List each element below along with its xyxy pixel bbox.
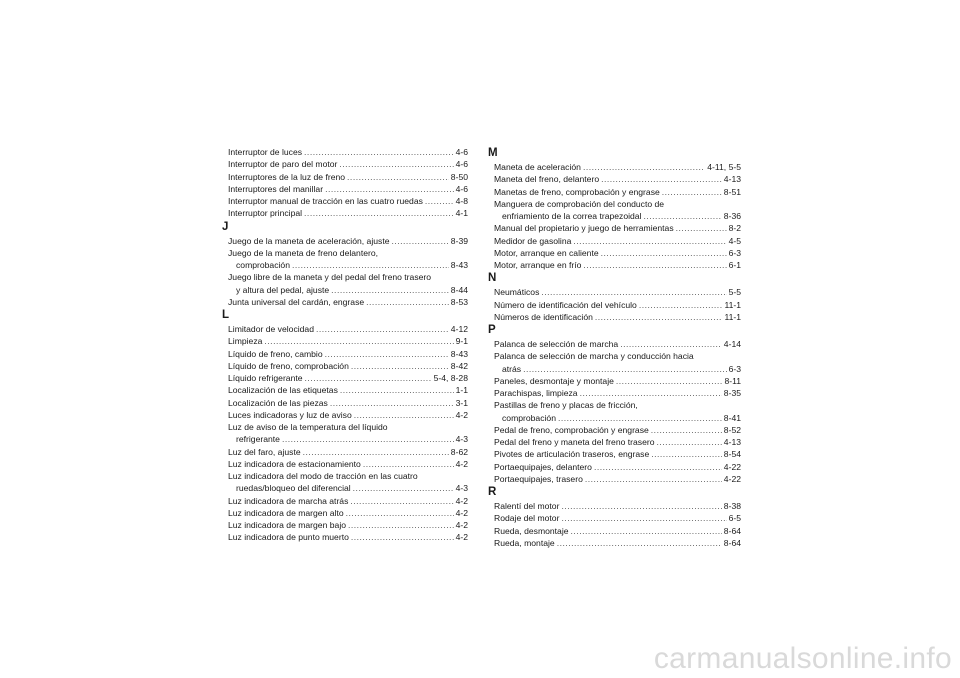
page-ref: 4-11, 5-5	[707, 162, 741, 172]
index-entry	[228, 409, 468, 421]
entry-text: atrás	[502, 363, 522, 374]
page-ref: 1-1	[455, 385, 468, 396]
entry-text: Juego de la maneta de aceleración, ajuste	[228, 235, 390, 246]
index-column-right	[488, 146, 741, 549]
dot-leader	[304, 146, 454, 158]
entry-line	[228, 323, 468, 335]
entry-line	[494, 186, 741, 198]
page-ref: 8-50	[450, 171, 468, 182]
page-ref: 8-2	[728, 223, 741, 234]
dot-leader	[325, 183, 454, 195]
entry-line	[228, 284, 468, 296]
page-ref: 5-5	[728, 287, 741, 298]
entry-line	[228, 183, 468, 195]
index-entry	[494, 387, 741, 399]
index-entry	[494, 173, 741, 185]
entry-text: Pedal de freno, comprobación y engrase	[494, 424, 649, 435]
entry-text: ruedas/bloqueo del diferencial	[236, 483, 351, 494]
entry-text: Manual del propietario y juego de herramientas	[494, 223, 674, 234]
index-entry	[494, 473, 741, 485]
entry-text: Manetas de freno, comprobación y engrase	[494, 186, 660, 197]
page-ref: 8-62	[450, 446, 468, 457]
index-entry	[494, 512, 741, 524]
dot-leader	[264, 335, 453, 347]
entry-text: Motor, arranque en frío	[494, 260, 582, 270]
entry-text: Líquido de freno, comprobación	[228, 360, 349, 371]
page-ref: 8-53	[450, 296, 468, 307]
entry-text: Ralentí del motor	[494, 501, 560, 511]
page-ref: 3-1	[455, 397, 468, 408]
entry-line	[228, 360, 468, 372]
page-ref: 4-3	[455, 483, 468, 494]
entry-text: Junta universal del cardán, engrase	[228, 296, 365, 307]
entry-line	[494, 512, 741, 524]
entry-text: Localización de las piezas	[228, 397, 328, 408]
index-entry	[494, 424, 741, 436]
page-ref: 8-64	[723, 525, 741, 536]
dot-leader	[292, 259, 449, 271]
entry-line	[228, 207, 468, 219]
entry-line	[494, 436, 741, 448]
entry-line	[494, 363, 741, 375]
dot-leader	[363, 458, 454, 470]
index-entry	[494, 448, 741, 460]
entry-line	[494, 173, 741, 185]
entry-line	[228, 335, 468, 347]
page-ref: 4-13	[723, 174, 741, 185]
entry-line	[494, 375, 741, 387]
index-entry	[228, 247, 468, 272]
entry-line	[494, 387, 741, 399]
index-entry	[494, 399, 741, 424]
entry-line	[494, 473, 741, 485]
entry-text: Limpieza	[228, 336, 263, 347]
entry-line	[494, 235, 741, 247]
index-entry	[494, 500, 741, 512]
index-entry	[228, 271, 468, 296]
section-letter: M	[488, 147, 498, 159]
page-ref: 8-43	[450, 348, 468, 359]
dot-leader	[353, 482, 454, 494]
page-ref: 8-41	[723, 412, 741, 423]
index-entry	[228, 335, 468, 347]
index-entry	[494, 299, 741, 311]
entry-line	[228, 433, 468, 445]
index-entry	[228, 171, 468, 183]
index-entry	[494, 247, 741, 259]
entry-line	[228, 171, 468, 183]
entry-text-line: Juego libre de la maneta y del pedal del freno trasero	[228, 272, 432, 283]
dot-leader	[585, 473, 722, 485]
entry-text-line: Manguera de comprobación del conducto de	[494, 198, 665, 209]
dot-leader	[346, 507, 454, 519]
dot-leader	[339, 158, 453, 170]
dot-leader	[571, 525, 722, 537]
entry-line	[494, 299, 741, 311]
dot-leader	[657, 436, 722, 448]
dot-leader	[601, 247, 727, 259]
entry-line	[494, 311, 741, 323]
index-entry	[494, 350, 741, 375]
page-ref: 4-1	[455, 208, 468, 219]
entry-text: Localización de las etiquetas	[228, 385, 338, 396]
index-entry	[228, 446, 468, 458]
entry-text: Interruptor manual de tracción en las cuatro ruedas	[228, 196, 423, 206]
page-ref: 4-12	[450, 324, 468, 334]
entry-text: Palanca de selección de marcha	[494, 339, 619, 349]
dot-leader	[601, 173, 722, 185]
dot-leader	[676, 222, 727, 234]
dot-leader	[350, 495, 453, 507]
entry-line	[494, 412, 741, 424]
entry-text: Líquido de freno, cambio	[228, 348, 323, 359]
index-entry	[228, 397, 468, 409]
section-letter: J	[222, 220, 229, 233]
entry-text: comprobación	[236, 260, 290, 270]
index-section	[228, 146, 468, 220]
entry-text: Maneta del freno, delantero	[494, 174, 600, 185]
entry-text: Interruptor de luces	[228, 147, 303, 157]
entry-text-line: Luz indicadora del modo de tracción en las cuatro	[228, 471, 418, 481]
index-section	[488, 146, 741, 271]
page-ref: 4-2	[455, 495, 468, 506]
dot-leader	[354, 409, 454, 421]
entry-text: Líquido refrigerante	[228, 373, 303, 383]
page-ref: 8-44	[450, 284, 468, 295]
entry-line	[228, 259, 468, 271]
index-entry	[494, 311, 741, 323]
entry-line	[494, 247, 741, 259]
entry-line	[228, 195, 468, 207]
entry-line	[228, 397, 468, 409]
entry-text: Neumáticos	[494, 287, 540, 298]
dot-leader	[366, 296, 449, 308]
index-column-left	[222, 146, 468, 544]
entry-line	[494, 161, 741, 173]
index-entry	[228, 384, 468, 396]
index-entry	[494, 436, 741, 448]
index-entry	[228, 323, 468, 335]
entry-line	[494, 424, 741, 436]
dot-leader	[523, 363, 726, 375]
index-section	[488, 323, 741, 485]
entry-text: Portaequipajes, delantero	[494, 461, 592, 472]
page-ref: 4-2	[455, 409, 468, 420]
page-ref: 11-1	[724, 299, 741, 310]
entry-text: Parachispas, limpieza	[494, 388, 578, 398]
dot-leader	[316, 323, 449, 335]
index-entry	[228, 207, 468, 219]
dot-leader	[348, 519, 454, 531]
index-entry	[494, 198, 741, 223]
page-ref: 8-43	[450, 260, 468, 270]
entry-text: Luz indicadora de margen alto	[228, 507, 344, 518]
index-entry	[228, 421, 468, 446]
entry-line	[228, 235, 468, 247]
entry-line	[228, 409, 468, 421]
index-entry	[494, 461, 741, 473]
page-ref: 11-1	[724, 311, 741, 322]
entry-text: Luz indicadora de margen bajo	[228, 520, 347, 530]
entry-line	[228, 384, 468, 396]
page-ref: 4-22	[723, 473, 741, 484]
index-entry	[494, 338, 741, 350]
entry-line	[494, 537, 741, 549]
section-letter: P	[488, 324, 496, 336]
dot-leader	[282, 433, 454, 445]
entry-text: Luz indicadora de marcha atrás	[228, 495, 349, 506]
entry-text-line: Luz de aviso de la temperatura del líquido	[228, 422, 388, 432]
entry-line	[494, 500, 741, 512]
entry-text-line: Juego de la maneta de freno delantero,	[228, 247, 379, 258]
entry-text: Luces indicadoras y luz de aviso	[228, 409, 352, 420]
entry-line	[494, 286, 741, 298]
index-entry	[494, 222, 741, 234]
dot-leader	[331, 284, 449, 296]
page-ref: 4-2	[455, 507, 468, 518]
page-ref: 8-36	[723, 211, 741, 221]
entry-text: Interruptor principal	[228, 208, 303, 219]
dot-leader	[325, 348, 449, 360]
entry-line	[228, 158, 468, 170]
entry-line	[228, 372, 468, 384]
dot-leader	[639, 299, 723, 311]
entry-text: Medidor de gasolina	[494, 235, 572, 246]
page-ref: 4-2	[455, 458, 468, 469]
entry-line	[494, 461, 741, 473]
index-entry	[228, 458, 468, 470]
page-ref: 8-51	[723, 186, 741, 197]
dot-leader	[662, 186, 722, 198]
index-entry	[494, 161, 741, 173]
index-entry	[494, 186, 741, 198]
entry-text: Número de identificación del vehículo	[494, 299, 637, 310]
index-entry	[228, 183, 468, 195]
dot-leader	[595, 311, 723, 323]
page-ref: 4-13	[723, 437, 741, 447]
dot-leader	[330, 397, 454, 409]
page-ref: 6-3	[728, 363, 741, 374]
page-ref: 6-3	[728, 247, 741, 258]
index-entry	[228, 348, 468, 360]
dot-leader	[620, 338, 722, 350]
dot-leader	[425, 195, 454, 207]
dot-leader	[351, 360, 449, 372]
section-letter: N	[488, 272, 497, 285]
entry-line	[228, 531, 468, 543]
site-watermark: carmanualsonline.info	[653, 642, 952, 675]
index-entry	[228, 195, 468, 207]
dot-leader	[541, 286, 726, 298]
page-ref: 9-1	[455, 336, 468, 347]
entry-text: Maneta de aceleración	[494, 162, 581, 172]
index-entry	[228, 360, 468, 372]
entry-text: Luz indicadora de estacionamiento	[228, 458, 361, 469]
dot-leader	[351, 531, 454, 543]
dot-leader	[594, 461, 722, 473]
section-letter: R	[488, 486, 497, 498]
page-ref: 8-38	[723, 501, 741, 511]
page-ref: 4-3	[455, 434, 468, 445]
page-ref: 8-35	[723, 388, 741, 398]
index-entry	[228, 235, 468, 247]
entry-text: Interruptores de la luz de freno	[228, 171, 346, 182]
index-entry	[228, 470, 468, 495]
dot-leader	[347, 171, 449, 183]
page-ref: 4-2	[455, 532, 468, 543]
dot-leader	[557, 537, 722, 549]
entry-text: Luz indicadora de punto muerto	[228, 532, 349, 543]
entry-line	[228, 458, 468, 470]
dot-leader	[583, 259, 726, 271]
entry-line	[228, 519, 468, 531]
entry-text: refrigerante	[236, 434, 280, 445]
entry-text: Luz del faro, ajuste	[228, 446, 301, 457]
index-entry	[228, 495, 468, 507]
page-ref: 4-6	[455, 147, 468, 157]
dot-leader	[644, 210, 722, 222]
index-entry	[228, 531, 468, 543]
page-ref: 8-52	[723, 424, 741, 435]
page-ref: 8-42	[450, 360, 468, 371]
page-ref: 4-2	[455, 520, 468, 530]
entry-line	[494, 448, 741, 460]
entry-text: enfriamiento de la correa trapezoidal	[502, 211, 642, 221]
index-section	[222, 308, 468, 544]
entry-line	[494, 222, 741, 234]
dot-leader	[651, 424, 722, 436]
entry-text: y altura del pedal, ajuste	[236, 284, 330, 295]
dot-leader	[580, 387, 722, 399]
index-entry	[494, 286, 741, 298]
index-entry	[228, 296, 468, 308]
page-ref: 6-5	[728, 513, 741, 524]
entry-text-line: Palanca de selección de marcha y conducción hacia	[494, 351, 694, 362]
index-entry	[228, 146, 468, 158]
entry-text: Pedal del freno y maneta del freno trasero	[494, 437, 655, 447]
entry-line	[228, 482, 468, 494]
dot-leader	[303, 446, 449, 458]
dot-leader	[391, 235, 448, 247]
entry-text: Rodaje del motor	[494, 513, 560, 524]
index-entry	[228, 519, 468, 531]
page-ref: 4-5	[728, 235, 741, 246]
entry-line	[228, 446, 468, 458]
dot-leader	[616, 375, 723, 387]
dot-leader	[651, 448, 722, 460]
dot-leader	[561, 512, 726, 524]
entry-text: Portaequipajes, trasero	[494, 473, 583, 484]
dot-leader	[340, 384, 454, 396]
dot-leader	[305, 372, 432, 384]
entry-text-line: Pastillas de freno y placas de fricción,	[494, 400, 638, 411]
index-entry	[228, 507, 468, 519]
entry-line	[228, 296, 468, 308]
entry-line	[228, 507, 468, 519]
entry-text: Interruptores del manillar	[228, 183, 324, 194]
page-ref: 6-1	[728, 260, 741, 270]
index-entry	[494, 525, 741, 537]
dot-leader	[583, 161, 705, 173]
entry-line	[494, 210, 741, 222]
index-entry	[494, 375, 741, 387]
page-ref: 8-11	[724, 375, 741, 386]
dot-leader	[561, 500, 721, 512]
index-entry	[494, 537, 741, 549]
page-ref: 4-8	[455, 196, 468, 206]
entry-line	[494, 525, 741, 537]
entry-text: comprobación	[502, 412, 556, 423]
index-entry	[228, 372, 468, 384]
entry-line	[228, 495, 468, 507]
entry-text: Rueda, desmontaje	[494, 525, 569, 536]
entry-line	[494, 338, 741, 350]
entry-text: Motor, arranque en caliente	[494, 247, 599, 258]
page-ref: 4-22	[723, 461, 741, 472]
page-ref: 4-14	[723, 339, 741, 349]
dot-leader	[573, 235, 726, 247]
entry-text: Interruptor de paro del motor	[228, 159, 338, 170]
dot-leader	[558, 412, 722, 424]
page-ref: 5-4, 8-28	[433, 373, 468, 383]
page-ref: 8-54	[723, 449, 741, 460]
index-entry	[494, 259, 741, 271]
page-ref: 4-6	[455, 159, 468, 170]
entry-line	[228, 146, 468, 158]
entry-text: Rueda, montaje	[494, 537, 555, 548]
entry-text: Paneles, desmontaje y montaje	[494, 375, 614, 386]
entry-text: Limitador de velocidad	[228, 324, 314, 334]
dot-leader	[304, 207, 454, 219]
index-section	[222, 220, 468, 309]
index-entry	[494, 235, 741, 247]
index-entry	[228, 158, 468, 170]
index-section	[488, 271, 741, 323]
entry-text: Pivotes de articulación traseros, engrase	[494, 449, 650, 460]
index-section	[488, 485, 741, 549]
entry-line	[228, 348, 468, 360]
page-ref: 8-39	[450, 235, 468, 246]
section-letter: L	[222, 309, 230, 321]
page-ref: 8-64	[723, 537, 741, 548]
entry-text: Números de identificación	[494, 311, 593, 322]
entry-line	[494, 259, 741, 271]
page-ref: 4-6	[455, 183, 468, 194]
